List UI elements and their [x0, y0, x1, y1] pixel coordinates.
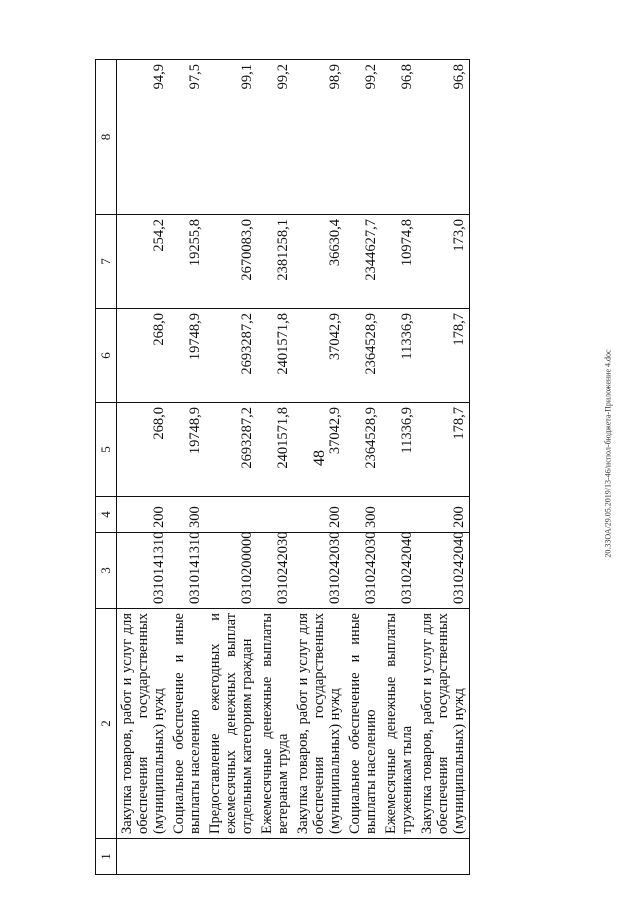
table-row [345, 60, 381, 875]
table-row [257, 60, 293, 875]
row-value-col6: 19748,9 [169, 309, 205, 403]
row-value-col7: 10974,8 [381, 215, 417, 309]
page-number: 48 [311, 450, 328, 466]
column-header-7: 7 [96, 215, 117, 309]
row-index-cell [205, 839, 257, 875]
row-value-col6: 268,0 [117, 309, 170, 403]
row-target-code: 0310242030 [345, 533, 381, 609]
column-header-6: 6 [96, 309, 117, 403]
row-value-col5: 37042,9 [293, 403, 345, 497]
row-name: Ежемесячные денежные выплаты труженикам тыла [381, 609, 417, 839]
row-percent-col8: 96,8 [417, 60, 470, 215]
row-value-col6: 2364528,9 [345, 309, 381, 403]
column-header-5: 5 [96, 403, 117, 497]
row-value-col5: 19748,9 [169, 403, 205, 497]
row-value-col7: 254,2 [117, 215, 170, 309]
rotated-page-content [95, 59, 470, 875]
row-target-code: 0310141310 [169, 533, 205, 609]
column-header-4: 4 [96, 497, 117, 533]
column-header-1: 1 [96, 839, 117, 875]
row-target-code: 0310200000 [205, 533, 257, 609]
row-target-code: 0310141310 [117, 533, 170, 609]
table-row [205, 60, 257, 875]
row-index-cell [293, 839, 345, 875]
row-value-col5: 178,7 [417, 403, 470, 497]
row-name: Социальное обеспечение и иные выплаты населению [169, 609, 205, 839]
row-expense-kind: 300 [169, 497, 205, 533]
table-row [117, 60, 170, 875]
row-value-col7: 173,0 [417, 215, 470, 309]
row-index-cell [117, 839, 170, 875]
row-index-cell [345, 839, 381, 875]
row-percent-col8: 94,9 [117, 60, 170, 215]
row-index-cell [257, 839, 293, 875]
row-value-col7: 2344627,7 [345, 215, 381, 309]
row-expense-kind: 200 [117, 497, 170, 533]
row-value-col6: 178,7 [417, 309, 470, 403]
row-expense-kind: 200 [293, 497, 345, 533]
row-value-col5: 11336,9 [381, 403, 417, 497]
table-row [381, 60, 417, 875]
row-value-col5: 2364528,9 [345, 403, 381, 497]
row-value-col7: 19255,8 [169, 215, 205, 309]
row-value-col7: 36630,4 [293, 215, 345, 309]
row-value-col7: 2670083,0 [205, 215, 257, 309]
row-value-col6: 11336,9 [381, 309, 417, 403]
row-expense-kind [381, 497, 417, 533]
row-expense-kind [257, 497, 293, 533]
row-percent-col8: 99,2 [257, 60, 293, 215]
row-percent-col8: 96,8 [381, 60, 417, 215]
column-header-8: 8 [96, 60, 117, 215]
row-target-code: 0310242030 [257, 533, 293, 609]
row-percent-col8: 99,2 [345, 60, 381, 215]
row-value-col6: 2401571,8 [257, 309, 293, 403]
table-row [417, 60, 470, 875]
row-name: Закупка товаров, работ и услуг для обеспечения государственных (муниципальных) нужд [293, 609, 345, 839]
budget-execution-table [95, 59, 470, 875]
row-target-code: 0310242040 [381, 533, 417, 609]
row-value-col6: 37042,9 [293, 309, 345, 403]
column-header-2: 2 [96, 609, 117, 839]
row-value-col5: 268,0 [117, 403, 170, 497]
row-value-col5: 2401571,8 [257, 403, 293, 497]
row-percent-col8: 98,9 [293, 60, 345, 215]
column-header-3: 3 [96, 533, 117, 609]
row-name: Предоставление ежегодных и ежемесячных денежных выплат отдельным категориям граждан [205, 609, 257, 839]
row-target-code: 0310242040 [417, 533, 470, 609]
row-name: Ежемесячные денежные выплаты ветеранам труда [257, 609, 293, 839]
row-index-cell [169, 839, 205, 875]
table-row [293, 60, 345, 875]
file-path-footer: 20.3ЗОА/29.05.2019/13-46/испол-бюджета-Приложение 4.doc [603, 349, 613, 558]
row-name: Закупка товаров, работ и услуг для обеспечения государственных (муниципальных) нужд [117, 609, 170, 839]
row-value-col7: 2381258,1 [257, 215, 293, 309]
row-percent-col8: 99,1 [205, 60, 257, 215]
row-expense-kind: 200 [417, 497, 470, 533]
row-percent-col8: 97,5 [169, 60, 205, 215]
column-number-header-row [96, 60, 117, 875]
row-value-col5: 2693287,2 [205, 403, 257, 497]
table-row [169, 60, 205, 875]
row-target-code: 0310242030 [293, 533, 345, 609]
row-index-cell [381, 839, 417, 875]
row-index-cell [417, 839, 470, 875]
row-value-col6: 2693287,2 [205, 309, 257, 403]
row-expense-kind [205, 497, 257, 533]
row-name: Закупка товаров, работ и услуг для обеспечения государственных (муниципальных) нужд [417, 609, 470, 839]
row-name: Социальное обеспечение и иные выплаты населению [345, 609, 381, 839]
row-expense-kind: 300 [345, 497, 381, 533]
